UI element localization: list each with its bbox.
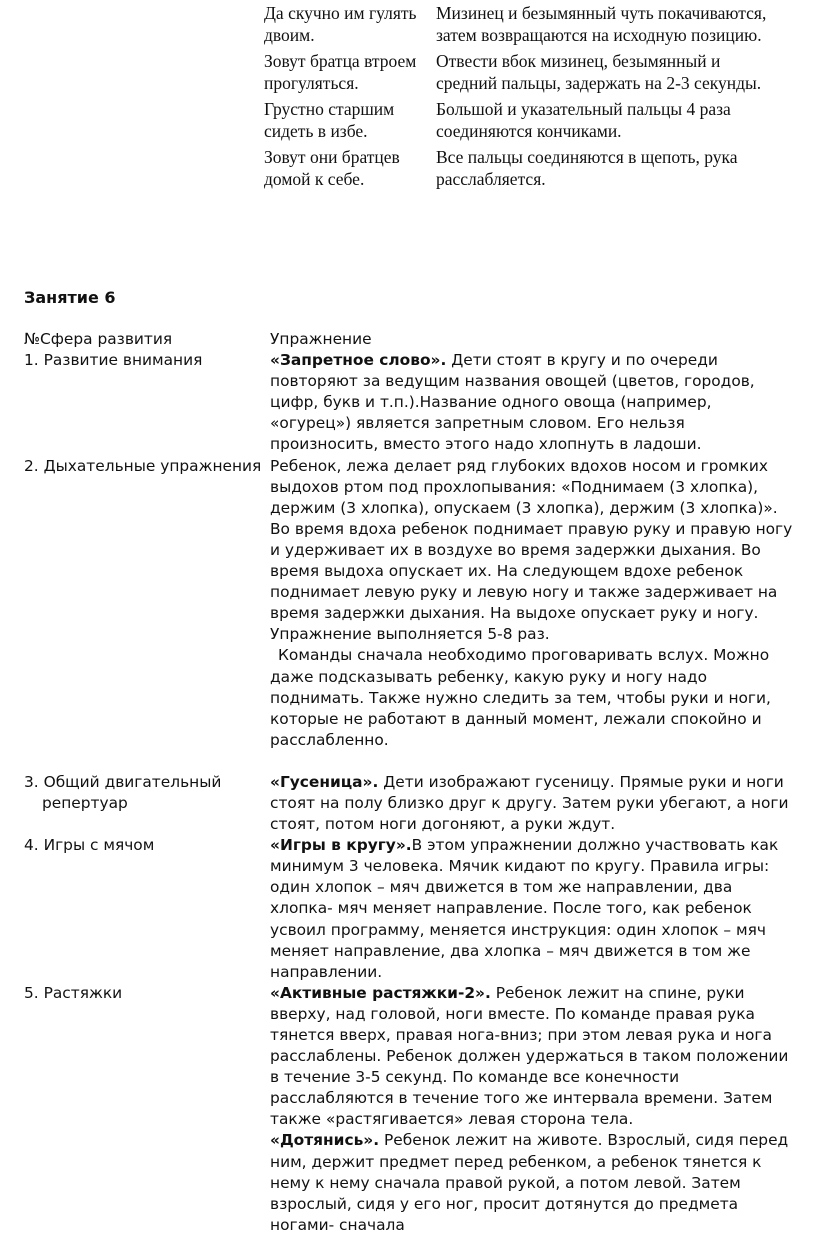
exercise-description: Ребенок лежит на спине, руки вверху, над головой, ноги вместе. По команде правая рука тянется вверх, правая нога-вниз; при этом левая рука и нога расслаблены. Ребенок должен удержаться в таком положении в течение 3-5 секунд. По команде все конечности расслабляются в течение того же интервала времени. Затем также «растягивается» левая сторона тела.	[270, 983, 789, 1129]
exercise-description: Дети стоят в кругу и по очереди повторяют за ведущим названия овощей (цветов, городов, цифр, букв и т.п.).Название одного овоща (например, «огурец») является запретным словом. Его нельзя произносить, вместо этого надо хлопнуть в ладоши.	[270, 351, 755, 454]
exercise-text	[270, 350, 794, 455]
action-cell: Большой и указательный пальцы 4 раза соединяются кончиками.	[436, 99, 731, 141]
rhyme-cell: Грустно старшим сидеть в избе.	[264, 99, 395, 141]
header-sphere: №Сфера развития	[24, 330, 173, 348]
table-row	[264, 2, 784, 46]
exercise-description: Дети изображают гусеницу. Прямые руки и ноги стоят на полу близко друг к другу. Затем руки убегают, а ноги стоят, потом ноги догоняют, а руки ждут.	[270, 772, 789, 834]
exercise-table	[24, 329, 794, 1236]
rhyme-cell: Да скучно им гулять двоим.	[264, 3, 417, 45]
sphere-label: 1. Развитие внимания	[24, 351, 203, 370]
table-row	[24, 835, 794, 983]
exercise-title: «Гусеница».	[270, 772, 379, 791]
table-row	[264, 50, 784, 94]
table-row	[24, 983, 794, 1236]
finger-exercise-table	[264, 2, 784, 194]
exercise-title: «Игры в кругу».	[270, 836, 412, 855]
header-exercise: Упражнение	[270, 330, 372, 348]
exercise-description: В этом упражнении должно участвовать как минимум 3 человека. Мячик кидают по кругу. Правила игры: один хлопок – мяч движется в том же направлении, два хлопка- мяч меняет направление. После того, как ребенок усвоил программу, меняется инструкция: один хлопок – мяч меняет направление, два хлопка – мяч движется в том же направлении.	[270, 836, 779, 981]
lesson-heading: Занятие 6	[24, 288, 116, 307]
action-cell: Мизинец и безымянный чуть покачиваются, затем возвращаются на исходную позицию.	[436, 3, 767, 45]
rhyme-cell: Зовут они братцев домой к себе.	[264, 147, 400, 189]
exercise-title: «Дотянись».	[270, 1131, 380, 1150]
table-row	[24, 772, 794, 835]
sphere-label: 2. Дыхательные упражнения	[24, 456, 262, 475]
exercise-title: «Активные растяжки-2».	[270, 983, 491, 1002]
table-row	[24, 456, 794, 751]
exercise-text	[270, 772, 794, 835]
sphere-label: 5. Растяжки	[24, 983, 123, 1002]
exercise-note: Команды сначала необходимо проговаривать вслух. Можно даже подсказывать ребенку, какую руку и ногу надо поднимать. Также нужно следить за тем, чтобы руки и ноги, которые не работают в данный момент, лежали спокойно и расслабленно.	[270, 646, 771, 749]
rhyme-cell: Зовут братца втроем прогуляться.	[264, 51, 417, 93]
sphere-label: 4. Игры с мячом	[24, 836, 155, 855]
sphere-label-line: репертуар	[42, 793, 128, 812]
exercise-description: Ребенок лежит на животе. Взрослый, сидя перед ним, держит предмет перед ребенком, а ребенок тянется к нему к нему сначала правой рукой, а потом левой. Затем взрослый, сидя у его ног, просит дотянутся до предмета ногами- сначала	[270, 1131, 789, 1234]
table-row	[264, 98, 784, 142]
exercise-text	[270, 983, 794, 1236]
exercise-description: Ребенок, лежа делает ряд глубоких вдохов носом и громких выдохов ртом под прохлопывания: «Поднимаем (3 хлопка), держим (3 хлопка), опускаем (3 хлопка), держим (3 хлопка)». Во время вдоха ребенок поднимает правую руку и правую ногу и удерживает их в воздухе во время задержки дыхания. Во время выдоха опускает их. На следующем вдохе ребенок поднимает левую руку и левую ногу и также задерживает на время задержки дыхания. На выдохе опускает руку и ногу. Упражнение выполняется 5-8 раз.	[270, 456, 793, 644]
exercise-title: «Запретное слово».	[270, 351, 447, 370]
table-header	[24, 329, 794, 350]
table-row	[264, 146, 784, 190]
sphere-label	[24, 772, 270, 835]
table-row	[24, 350, 794, 455]
exercise-text	[270, 835, 794, 983]
sphere-label-line: 3. Общий двигательный	[24, 772, 222, 791]
exercise-text	[270, 456, 794, 751]
action-cell: Отвести вбок мизинец, безымянный и средний пальцы, задержать на 2-3 секунды.	[436, 51, 762, 93]
action-cell: Все пальцы соединяются в щепоть, рука расслабляется.	[436, 147, 738, 189]
